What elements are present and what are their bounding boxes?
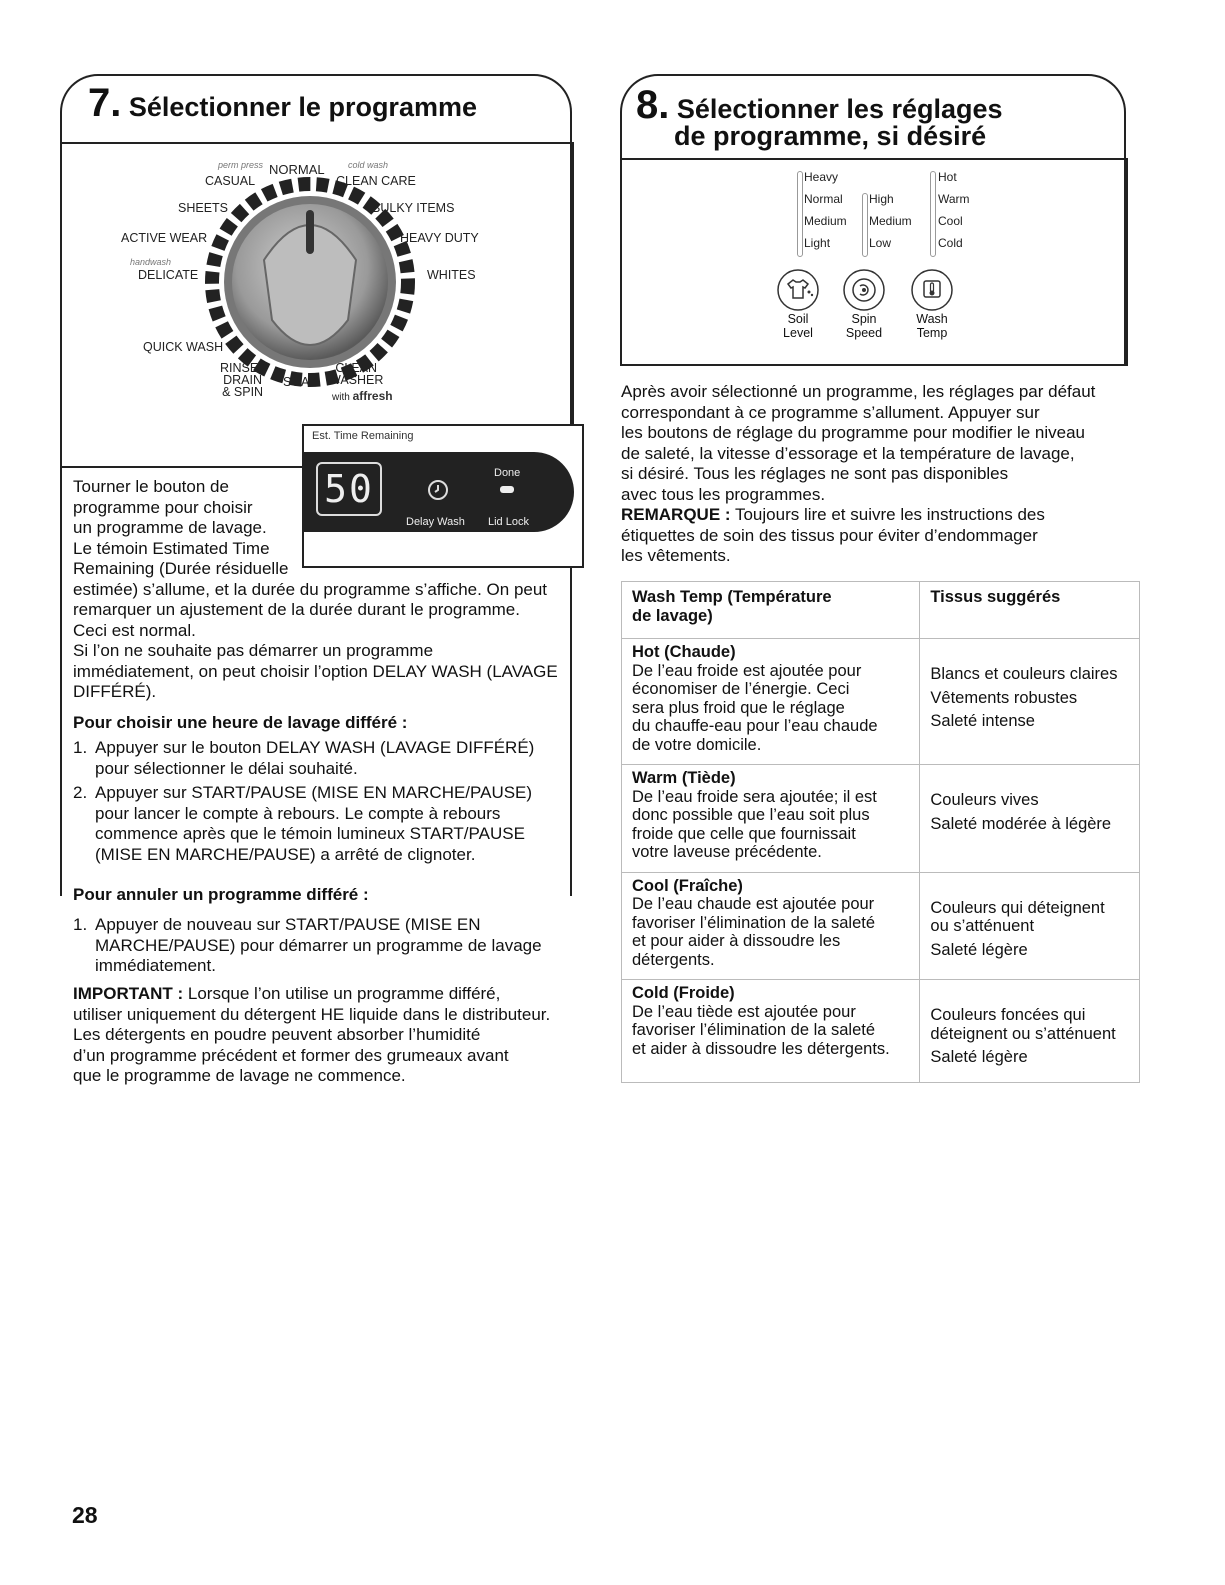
dial-quick-wash: QUICK WASH (143, 340, 224, 354)
section-7-title (88, 81, 477, 125)
list-item: 1. Appuyer sur le bouton DELAY WASH (LAVAGE DIFFÉRÉ) pour sélectionner le délai souhaité. (73, 738, 535, 778)
section-8-title: 8. Sélectionner les réglages de programme, si désiré (636, 83, 1003, 151)
soil-level-bar (797, 171, 803, 257)
soil-level-button[interactable] (776, 268, 820, 312)
dial-active-wear: ACTIVE WEAR (121, 231, 208, 245)
table-row: Cool (Fraîche) De l’eau chaude est ajoutée pour favoriser l’élimination de la saleté et pour aider à dissoudre les détergents. Couleurs qui déteignent ou s’atténuent Saleté légère (622, 872, 1140, 980)
header-wash-temp: Wash Temp (Température de lavage) (622, 582, 920, 639)
dial-whites: WHITES (427, 268, 476, 282)
cancel-delay-heading: Pour annuler un programme différé : (73, 885, 369, 904)
dial-delicate: DELICATE (138, 268, 199, 282)
remarque-label: REMARQUE : (621, 505, 731, 524)
dial-handwash: handwash (130, 257, 172, 267)
lid-lock-label: Lid Lock (488, 516, 529, 528)
dial-clean-care: CLEAN CARE (336, 174, 416, 188)
dial-soak: SOAK (283, 375, 318, 389)
dial-cold-wash: cold wash (348, 160, 389, 170)
cancel-delay-steps (73, 915, 542, 977)
important-label: IMPORTANT : (73, 984, 184, 1003)
dial-casual: CASUAL (205, 174, 256, 188)
wash-temp-table (621, 581, 1140, 1083)
soil-level-options: Heavy Normal Medium Light (804, 170, 847, 250)
done-label: Done (494, 467, 521, 479)
table-row: Warm (Tiède) De l’eau froide sera ajoutée; il est donc possible que l’eau soit plus froide que celle que fournissait votre laveuse précédente. Couleurs vives Saleté modérée à légère (622, 765, 1140, 873)
dial-heavy-duty: HEAVY DUTY (400, 231, 479, 245)
spin-speed-bar (862, 193, 868, 257)
important-note: IMPORTANT : Lorsque l’on utilise un programme différé, utiliser uniquement du détergent HE liquide dans le distributeur. Les détergents en poudre peuvent absorber l’humidité d’un programme précédent et former des grumeaux avant que le programme de lavage ne commence. (73, 984, 551, 1085)
choose-delay-steps (73, 738, 534, 865)
dial-perm-press: perm press (218, 160, 264, 170)
time-digits: 50 (316, 462, 382, 516)
choose-delay-heading: Pour choisir une heure de lavage différé : (73, 713, 408, 732)
list-item: 1. Appuyer de nouveau sur START/PAUSE (MISE EN MARCHE/PAUSE) pour démarrer un programme de lavage immédiatement. (73, 915, 542, 975)
table-row: Hot (Chaude) De l’eau froide est ajoutée pour économiser de l’énergie. Ceci sera plus froid que le réglage du chauffe-eau pour l’eau chaude de votre domicile. Blancs et couleurs claires Vêtements robustes Saleté intense (622, 639, 1140, 765)
list-item: 2. Appuyer sur START/PAUSE (MISE EN MARCHE/PAUSE) pour lancer le compte à rebours. Le compte à rebours commence après que le témoin lumineux START/PAUSE (MISE EN MARCHE/PAUSE) a arrêté de clignoter. (73, 783, 533, 864)
spin-speed-button[interactable] (842, 268, 886, 312)
delay-wash-label: Delay Wash (406, 516, 465, 528)
spin-speed-options: High Medium Low (869, 192, 912, 250)
wash-temp-bar (930, 171, 936, 257)
spin-speed-label: Spin Speed (845, 312, 883, 340)
section-7-intro: Tourner le bouton de programme pour choisir un programme de lavage. Le témoin Estimated Time Remaining (Durée résiduelle estimée) s’allume, et la durée du programme s’affiche. On peut remarquer un ajustement de la durée durant le programme. Ceci est normal. (73, 477, 548, 640)
soil-level-label: Soil Level (783, 312, 813, 340)
wash-temp-button[interactable] (910, 268, 954, 312)
dial-clean-washer: CLEAN WASHER (329, 361, 384, 387)
page-number: 28 (72, 1502, 98, 1528)
wash-temp-options: Hot Warm Cool Cold (938, 170, 970, 250)
dial-bulky-items: BULKY ITEMS (372, 201, 455, 215)
header-fabrics: Tissus suggérés (920, 582, 1140, 639)
table-header-row (622, 582, 1140, 639)
section-7-title-text: Sélectionner le programme (128, 92, 477, 122)
dial-rinse-drain-spin: RINSE / DRAIN & SPIN (220, 361, 266, 399)
dial-pointer (306, 210, 314, 254)
dial-with-affresh: with affresh (332, 389, 393, 403)
section-7-number: 7. (88, 81, 122, 125)
section-8-number: 8. (636, 83, 670, 127)
est-time-label: Est. Time Remaining (312, 430, 414, 442)
delay-wash-paragraph: Si l’on ne souhaite pas démarrer un programme immédiatement, on peut choisir l’option DELAY WASH (LAVAGE DIFFÉRÉ). (73, 641, 558, 701)
dial-sheets: SHEETS (178, 201, 229, 215)
section-8-intro: Après avoir sélectionné un programme, les réglages par défaut correspondant à ce programme s’allument. Appuyer sur les boutons de réglage du programme pour modifier le niveau de saleté, la vitesse d’essorage et la température de lavage, si désiré. Tous les réglages ne sont pas disponibles avec tous les programmes. REMARQUE : Toujours lire et suivre les instructions des étiquettes de soin des tissus pour éviter d’endommager les vêtements. (621, 382, 1096, 565)
dial-normal: NORMAL (269, 162, 325, 177)
table-row: Cold (Froide) De l’eau tiède est ajoutée pour favoriser l’élimination de la saleté et aider à dissoudre les détergents. Couleurs foncées qui déteignent ou s’atténuent Saleté légère (622, 980, 1140, 1083)
affresh-logo: affresh (352, 389, 393, 403)
wash-temp-label: Wash Temp (916, 312, 948, 340)
